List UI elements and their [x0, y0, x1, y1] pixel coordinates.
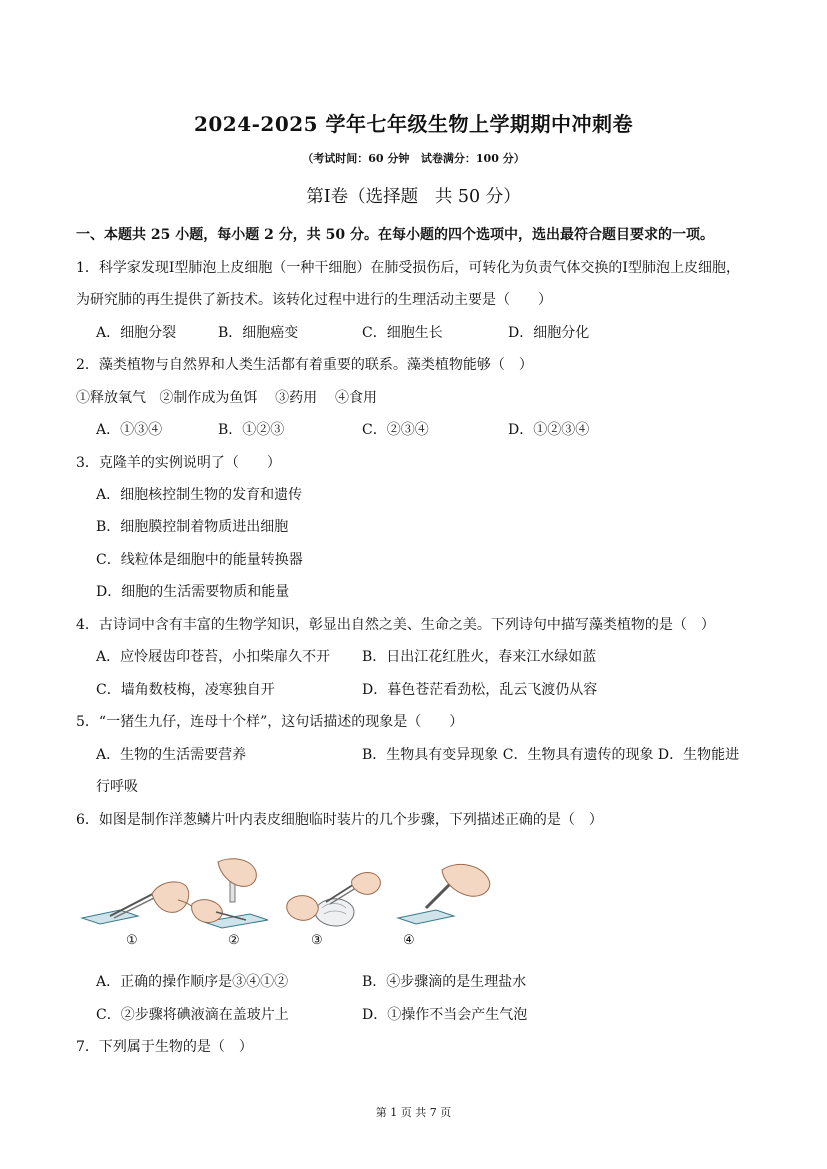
- q1-option-d: D．细胞分化: [508, 325, 590, 341]
- figure-label-2: ②: [228, 933, 240, 948]
- q6-option-b: B．④步骤滴的是生理盐水: [362, 974, 527, 990]
- q1-option-c: C．细胞生长: [362, 325, 443, 341]
- q2-option-c: C．②③④: [362, 422, 429, 438]
- figure-label-1: ①: [126, 933, 138, 948]
- q2-option-a: A．①③④: [96, 422, 163, 438]
- q6-option-d: D．①操作不当会产生气泡: [362, 1007, 528, 1023]
- q6-option-a: A．正确的操作顺序是③④①②: [96, 974, 289, 990]
- q7-stem: 7．下列属于生物的是（ ）: [76, 1039, 253, 1055]
- step4-illustration: [398, 864, 490, 924]
- q3-option-d: D．细胞的生活需要物质和能量: [96, 584, 290, 600]
- q4-stem: 4．古诗词中含有丰富的生物学知识，彰显出自然之美、生命之美。下列诗句中描写藻类植物的是（ ）: [76, 617, 715, 633]
- q6-stem: 6．如图是制作洋葱鳞片叶内表皮细胞临时装片的几个步骤，下列描述正确的是（ ）: [76, 812, 603, 828]
- q1-stem-line2: 为研究肺的再生提供了新技术。该转化过程中进行的生理活动主要是（ ）: [76, 292, 552, 308]
- q4-option-a: A．应怜屐齿印苍苔，小扣柴扉久不开: [96, 649, 331, 665]
- q5-option-bcd: B．生物具有变异现象 C．生物具有遗传的现象 D．生物能进: [362, 747, 740, 763]
- q1-stem-line1: 1．科学家发现I型肺泡上皮细胞（一种干细胞）在肺受损伤后，可转化为负责气体交换的I型肺泡上皮细胞，: [76, 260, 740, 276]
- q3-stem: 3．克隆羊的实例说明了（ ）: [76, 455, 281, 471]
- q4-option-c: C．墙角数枝梅，凌寒独自开: [96, 682, 275, 698]
- q2-stem: 2．藻类植物与自然界和人类生活都有着重要的联系。藻类植物能够（ ）: [76, 357, 533, 373]
- q5-stem: 5．“一猪生九仔，连母十个样”，这句话描述的现象是（ ）: [76, 714, 464, 730]
- section-title: 第I卷（选择题 共 50 分）: [306, 187, 521, 207]
- q1-option-b: B．细胞癌变: [218, 325, 299, 341]
- figure-label-4: ④: [403, 933, 415, 948]
- q5-option-a: A．生物的生活需要营养: [96, 747, 247, 763]
- exam-title: 2024-2025 学年七年级生物上学期期中冲刺卷: [193, 112, 634, 136]
- q4-option-d: D．暮色苍茫看劲松，乱云飞渡仍从容: [362, 682, 598, 698]
- step3-illustration: [287, 873, 381, 927]
- q2-option-d: D．①②③④: [508, 422, 590, 438]
- page-footer: 第 1 页 共 7 页: [375, 1106, 452, 1119]
- q5-option-continued: 行呼吸: [96, 779, 138, 795]
- q2-option-b: B．①②③: [218, 422, 285, 438]
- step2-illustration: [192, 859, 268, 928]
- instructions: 一、本题共 25 小题，每小题 2 分，共 50 分。在每小题的四个选项中，选出最符合题目要求的一项。: [76, 227, 714, 243]
- step1-illustration: [82, 882, 198, 924]
- q6-option-c: C．②步骤将碘液滴在盖玻片上: [96, 1007, 289, 1023]
- q3-option-a: A．细胞核控制生物的发育和遗传: [96, 487, 303, 503]
- q2-items: ①释放氧气 ②制作成为鱼饵 ③药用 ④食用: [76, 390, 377, 406]
- q3-option-b: B．细胞膜控制着物质进出细胞: [96, 519, 289, 535]
- figure-label-3: ③: [311, 933, 323, 948]
- q6-procedure-figure: [80, 856, 500, 956]
- q1-option-a: A．细胞分裂: [96, 325, 177, 341]
- exam-subtitle: （考试时间：60 分钟 试卷满分：100 分）: [302, 152, 525, 165]
- q4-option-b: B．日出江花红胜火，春来江水绿如蓝: [362, 649, 597, 665]
- q3-option-c: C．线粒体是细胞中的能量转换器: [96, 552, 303, 568]
